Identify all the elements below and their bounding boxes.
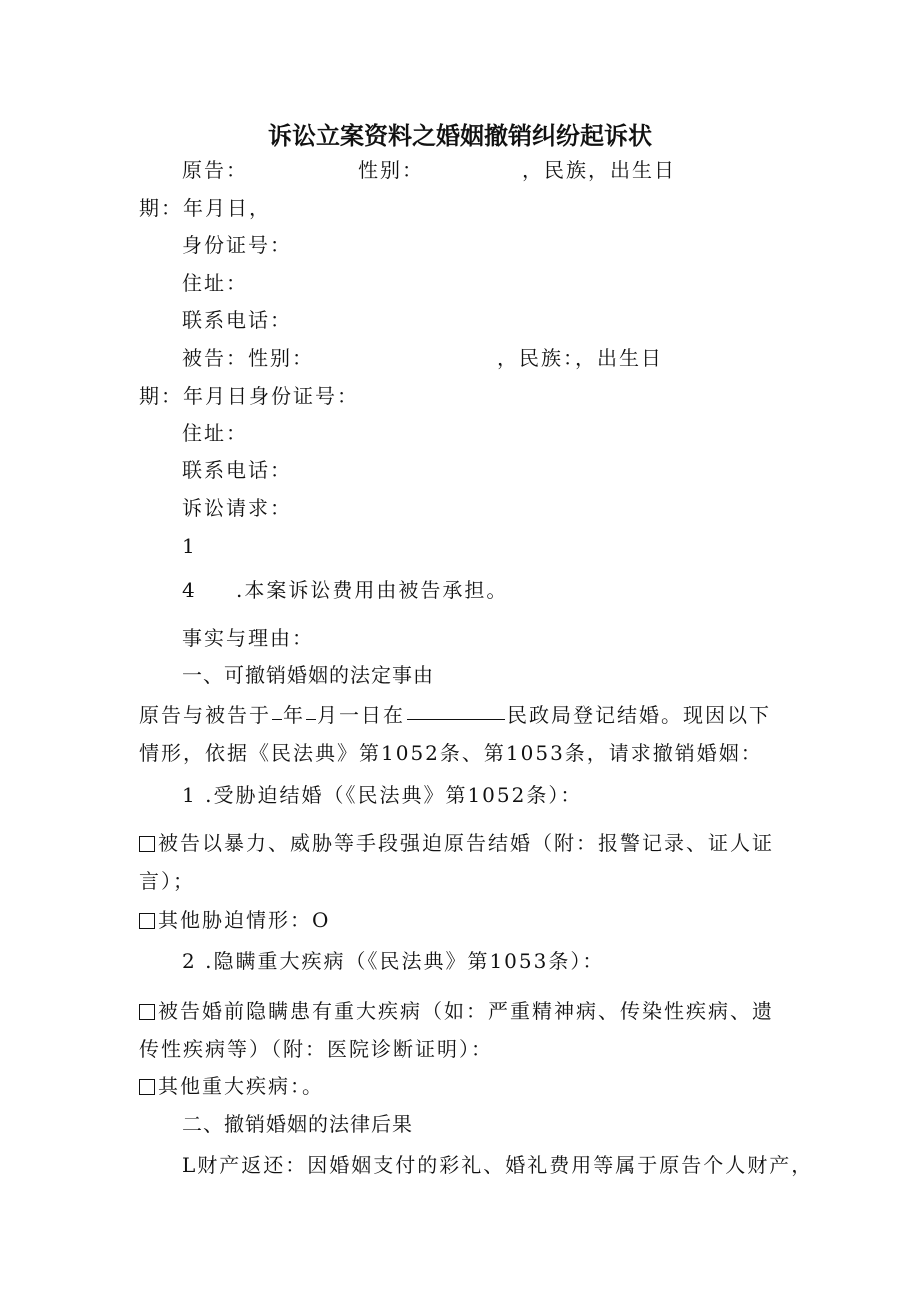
coercion-option-1: [139, 830, 774, 856]
coercion-option-1-cont: 言）；: [139, 869, 195, 893]
claim-item-4-text: .本案诉讼费用由被告承担。: [236, 578, 509, 602]
registration-text-part-4: 民政局登记结婚。现因以下: [507, 703, 771, 727]
document-title: 诉讼立案资料之婚姻撤销纠纷起诉状: [268, 122, 652, 150]
section-2-heading: 二、撤销婚姻的法律后果: [182, 1112, 413, 1136]
plaintiff-gender-label: 性别：: [358, 158, 424, 182]
disease-option-2: [139, 1073, 324, 1099]
property-return-text: L财产返还：因婚姻支付的彩礼、婚礼费用等属于原告个人财产，: [182, 1153, 814, 1177]
registration-text-part-2: 年: [283, 703, 305, 727]
section-1-heading: 一、可撤销婚姻的法定事由: [182, 663, 434, 687]
disease-option-1-cont: 传性疾病等）（附：医院诊断证明）：: [139, 1037, 493, 1061]
checkbox[interactable]: [139, 1004, 155, 1020]
registration-text-part-1: 原告与被告于: [139, 703, 271, 727]
coercion-title: 1 .受胁迫结婚（《民法典》第1052条）：: [182, 783, 583, 807]
coercion-option-1-text: 被告以暴力、威胁等手段强迫原告结婚（附：报警记录、证人证: [158, 831, 774, 855]
disease-option-2-text: 其他重大疾病：。: [158, 1074, 324, 1098]
month-blank: [306, 719, 316, 720]
claim-item-1: 1: [182, 534, 197, 558]
plaintiff-phone-label: 联系电话：: [182, 308, 292, 332]
defendant-gender-label: 被告：性别：: [182, 346, 314, 370]
coercion-option-2: [139, 907, 330, 933]
checkbox[interactable]: [139, 1079, 155, 1095]
registration-text-part-3: 月一日在: [317, 703, 405, 727]
plaintiff-id-label: 身份证号：: [182, 233, 292, 257]
defendant-phone-label: 联系电话：: [182, 458, 292, 482]
plaintiff-name-label: 原告：: [182, 158, 248, 182]
plaintiff-ethnicity-label: ，民族，出生日: [522, 158, 676, 182]
claims-label: 诉讼请求：: [182, 496, 292, 520]
plaintiff-address-label: 住址：: [182, 271, 248, 295]
checkbox[interactable]: [139, 913, 155, 929]
plaintiff-birth-date: 期：年月日，: [139, 196, 271, 220]
disease-option-1: [139, 998, 774, 1024]
defendant-birth-id: 期：年月日身份证号：: [139, 384, 359, 408]
defendant-ethnicity-label: ，民族：，出生日: [497, 346, 663, 370]
checkbox[interactable]: [139, 836, 155, 852]
claim-item-4-number: 4: [182, 578, 197, 602]
coercion-option-2-text: 其他胁迫情形：O: [158, 908, 331, 932]
facts-label: 事实与理由：: [182, 626, 314, 650]
bureau-blank: [407, 719, 505, 720]
marriage-registration-line: [139, 702, 771, 728]
disease-title: 2 .隐瞒重大疾病（《民法典》第1053条）：: [182, 949, 605, 973]
marriage-registration-line-2: 情形，依据《民法典》第1052条、第1053条，请求撤销婚姻：: [139, 741, 763, 765]
year-blank: [272, 719, 282, 720]
defendant-address-label: 住址：: [182, 421, 248, 445]
disease-option-1-text: 被告婚前隐瞒患有重大疾病（如：严重精神病、传染性疾病、遗: [158, 999, 774, 1023]
